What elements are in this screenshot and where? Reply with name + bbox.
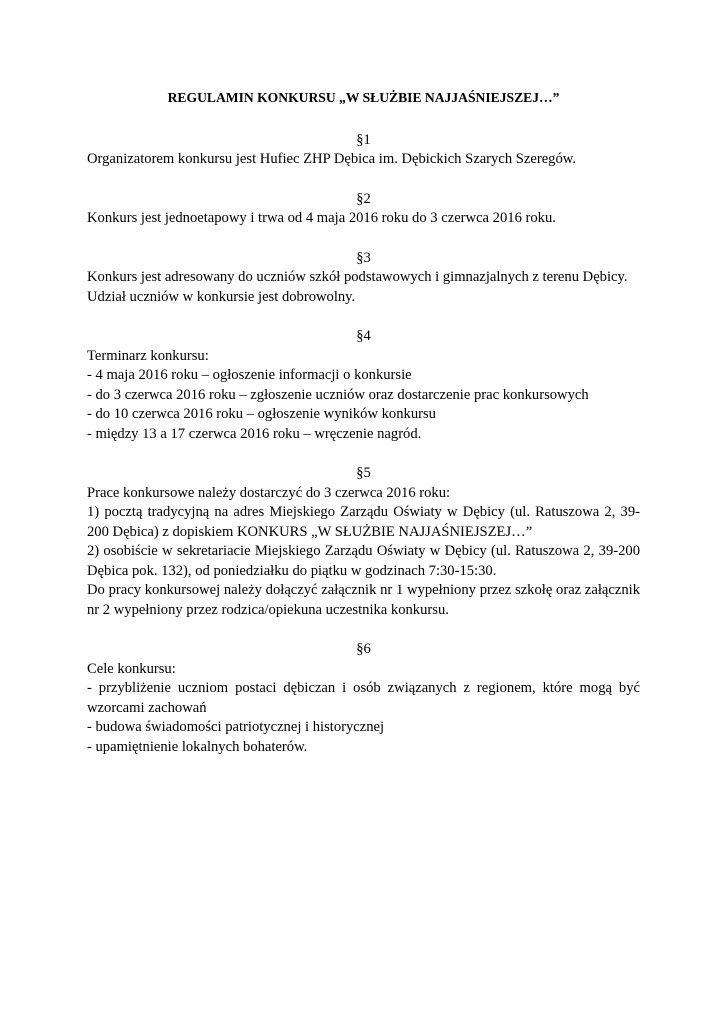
section-text: Konkurs jest adresowany do uczniów szkół podstawowych i gimnazjalnych z terenu Dębicy.: [87, 269, 628, 285]
list-item: - upamiętnienie lokalnych bohaterów.: [87, 738, 308, 755]
section-intro: Prace konkursowe należy dostarczyć do 3 czerwca 2016 roku:: [87, 484, 451, 501]
section-1: [87, 131, 640, 170]
section-text: Udział uczniów w konkursie jest dobrowolny.: [87, 288, 356, 305]
section-text: Organizatorem konkursu jest Hufiec ZHP Dębica im. Dębickich Szarych Szeregów.: [87, 151, 577, 167]
section-2: [87, 190, 640, 229]
section-number: §2: [356, 190, 371, 207]
list-item: - do 3 czerwca 2016 roku – zgłoszenie uczniów oraz dostarczenie prac konkursowych: [87, 386, 589, 403]
section-note: Do pracy konkursowej należy dołączyć załącznik nr 1 wypełniony przez szkołę oraz załącznik nr 2 wypełniony przez rodzica/opiekuna uczestnika konkursu.: [87, 582, 640, 618]
section-6: [87, 640, 640, 757]
section-number: §5: [356, 465, 371, 481]
section-5: [87, 464, 640, 620]
list-item: 1) pocztą tradycyjną na adres Miejskiego Zarządu Oświaty w Dębicy (ul. Ratuszowa 2, 39-200 Dębica) z dopiskiem KONKURS „W SŁUŻBIE NAJJAŚNIEJSZEJ…”: [87, 504, 640, 540]
document-page: [87, 88, 640, 777]
section-4: [87, 327, 640, 444]
list-item: 2) osobiście w sekretariacie Miejskiego Zarządu Oświaty w Dębicy (ul. Ratuszowa 2, 39-200 Dębica pok. 132), od poniedziałku do piątku w godzinach 7:30-15:30.: [87, 543, 640, 579]
section-3: [87, 249, 640, 308]
list-item: - między 13 a 17 czerwca 2016 roku – wręczenie nagród.: [87, 425, 422, 442]
list-item: - 4 maja 2016 roku – ogłoszenie informacji o konkursie: [87, 367, 412, 383]
section-intro: Cele konkursu:: [87, 660, 176, 677]
list-item: - przybliżenie uczniom postaci dębiczan i osób związanych z regionem, które mogą być wzorcami zachowań: [87, 680, 640, 716]
section-number: §4: [356, 328, 371, 344]
document-title: REGULAMIN KONKURSU „W SŁUŻBIE NAJJAŚNIEJSZEJ…”: [167, 90, 560, 105]
section-number: §1: [356, 131, 371, 148]
section-text: Konkurs jest jednoetapowy i trwa od 4 maja 2016 roku do 3 czerwca 2016 roku.: [87, 210, 556, 226]
section-intro: Terminarz konkursu:: [87, 347, 209, 364]
section-number: §6: [356, 641, 371, 657]
section-number: §3: [356, 249, 371, 266]
list-item: - do 10 czerwca 2016 roku – ogłoszenie wyników konkursu: [87, 406, 436, 422]
list-item: - budowa świadomości patriotycznej i historycznej: [87, 719, 385, 735]
